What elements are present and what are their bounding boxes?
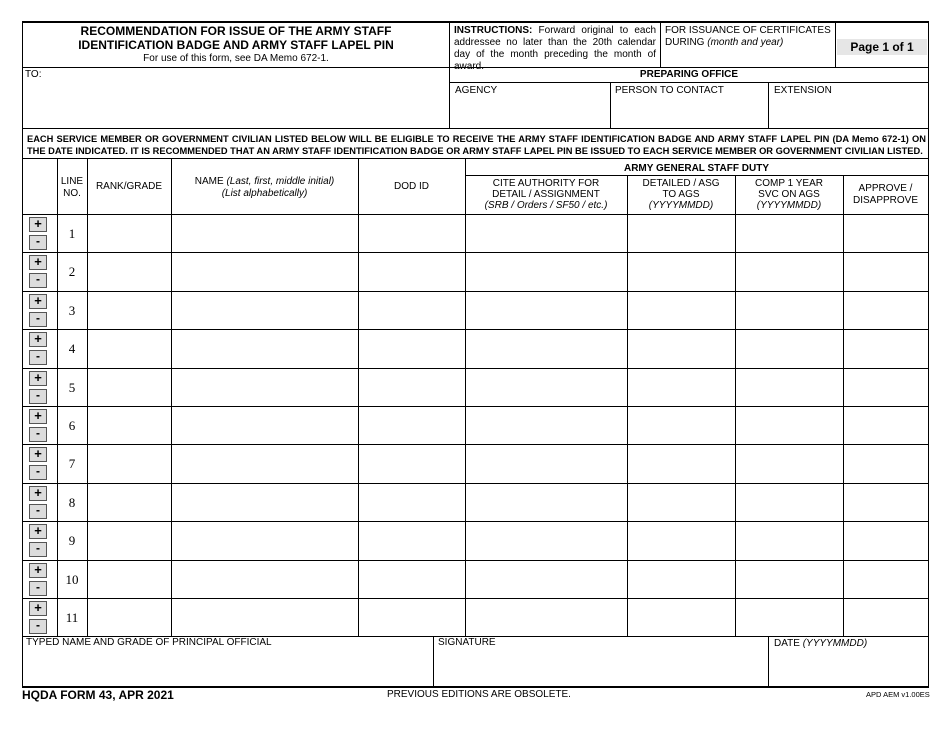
dod-id-cell[interactable] (358, 406, 465, 444)
cite-hint: (SRB / Orders / SF50 / etc.) (484, 200, 608, 211)
extension-label: EXTENSION (774, 85, 832, 96)
rule-line (449, 22, 450, 128)
rule-line (22, 128, 929, 129)
line-number: 1 (68, 226, 76, 241)
detailed-date-cell[interactable] (627, 521, 735, 559)
approve-cell[interactable] (843, 598, 928, 636)
dod-id-cell[interactable] (358, 598, 465, 636)
cite-authority-cell[interactable] (465, 368, 627, 406)
rule-line (57, 158, 58, 636)
rule-line (768, 82, 769, 128)
comp-year-date-cell[interactable] (735, 483, 843, 521)
preparing-office-label: PREPARING OFFICE (639, 69, 739, 80)
line-number: 9 (68, 533, 76, 548)
rule-line (450, 82, 928, 83)
dod-id-cell[interactable] (358, 483, 465, 521)
rank-grade-cell[interactable] (87, 252, 171, 290)
detailed-label-1: DETAILED / ASG (642, 178, 720, 189)
cite-authority-cell[interactable] (465, 329, 627, 367)
cite-authority-cell[interactable] (465, 483, 627, 521)
detailed-date-cell[interactable] (627, 560, 735, 598)
rank-grade-cell[interactable] (87, 329, 171, 367)
rank-grade-cell[interactable] (87, 291, 171, 329)
add-row-button[interactable]: + (29, 601, 47, 616)
typed-name-field[interactable] (22, 636, 432, 686)
rule-line (22, 21, 929, 23)
rule-line (22, 406, 929, 407)
date-label: DATE (774, 638, 800, 649)
instructions-block (454, 25, 656, 73)
form-title-line1: RECOMMENDATION FOR ISSUE OF THE ARMY STAFF (80, 24, 392, 38)
line-number: 5 (68, 380, 76, 395)
detailed-date-cell[interactable] (627, 368, 735, 406)
approve-cell[interactable] (843, 483, 928, 521)
cite-authority-cell[interactable] (465, 521, 627, 559)
typed-name-label: TYPED NAME AND GRADE OF PRINCIPAL OFFICIAL (26, 637, 272, 648)
detailed-date-cell[interactable] (627, 598, 735, 636)
name-label: NAME (194, 176, 224, 187)
name-cell[interactable] (171, 483, 358, 521)
comp-year-date-cell[interactable] (735, 406, 843, 444)
remove-row-button[interactable]: - (29, 350, 47, 365)
rule-line (660, 22, 661, 67)
line-number: 8 (68, 495, 76, 510)
remove-row-button[interactable]: - (29, 619, 47, 634)
col-header-dod-id: DOD ID (394, 181, 429, 192)
name-hint: (Last, first, middle initial) (226, 176, 335, 187)
rule-line (22, 21, 23, 688)
person-to-contact-field[interactable] (610, 83, 768, 127)
line-number: 3 (68, 303, 76, 318)
add-row-button[interactable]: + (29, 217, 47, 232)
dod-id-cell[interactable] (358, 368, 465, 406)
obsolete-note: PREVIOUS EDITIONS ARE OBSOLETE. (387, 689, 571, 700)
rank-grade-cell[interactable] (87, 483, 171, 521)
detailed-date-cell[interactable] (627, 406, 735, 444)
name-cell[interactable] (171, 291, 358, 329)
remove-row-button[interactable]: - (29, 273, 47, 288)
rank-grade-cell[interactable] (87, 406, 171, 444)
comp-year-date-cell[interactable] (735, 444, 843, 482)
add-row-button[interactable]: + (29, 409, 47, 424)
group-header-staff-duty: ARMY GENERAL STAFF DUTY (623, 163, 769, 174)
rule-line (22, 686, 929, 688)
name-cell[interactable] (171, 329, 358, 367)
line-number: 6 (68, 418, 76, 433)
cite-authority-cell[interactable] (465, 291, 627, 329)
col-header-line-no (57, 176, 87, 200)
name-cell[interactable] (171, 598, 358, 636)
rule-line (22, 252, 929, 253)
page-indicator: Page 1 of 1 (837, 39, 927, 55)
form-header (22, 22, 928, 68)
rule-line (22, 483, 929, 484)
version-label: APD AEM v1.00ES (866, 690, 930, 699)
rule-line (87, 158, 88, 636)
rule-line (22, 214, 929, 215)
name-hint-2: (List alphabetically) (221, 188, 308, 199)
cite-label-2: DETAIL / ASSIGNMENT (492, 189, 600, 200)
detailed-date-cell[interactable] (627, 214, 735, 252)
form-use-note: For use of this form, see DA Memo 672-1. (143, 53, 329, 64)
rank-grade-cell[interactable] (87, 214, 171, 252)
remove-row-button[interactable]: - (29, 312, 47, 327)
col-header-detailed (627, 178, 735, 211)
comp-year-date-cell[interactable] (735, 598, 843, 636)
name-cell[interactable] (171, 444, 358, 482)
add-row-button[interactable]: + (29, 294, 47, 309)
agency-field[interactable] (450, 83, 610, 127)
dod-id-cell[interactable] (358, 560, 465, 598)
approve-cell[interactable] (843, 329, 928, 367)
rule-line (928, 21, 929, 688)
issuance-hint: (month and year) (707, 37, 784, 48)
comp-year-date-cell[interactable] (735, 521, 843, 559)
approve-cell[interactable] (843, 521, 928, 559)
detailed-date-cell[interactable] (627, 329, 735, 367)
add-row-button[interactable]: + (29, 332, 47, 347)
detailed-label-2: TO AGS (662, 189, 700, 200)
approve-cell[interactable] (843, 368, 928, 406)
instructions-text: Forward original to each addressee no later than the 20th calendar day of the month preceding the month of (454, 25, 657, 60)
rank-grade-cell[interactable] (87, 598, 171, 636)
rule-line (22, 560, 929, 561)
add-row-button[interactable]: + (29, 371, 47, 386)
remove-row-button[interactable]: - (29, 389, 47, 404)
name-cell[interactable] (171, 252, 358, 290)
col-header-approve (843, 183, 928, 207)
approve-label-1: APPROVE / (858, 183, 913, 194)
dod-id-cell[interactable] (358, 521, 465, 559)
cite-authority-cell[interactable] (465, 252, 627, 290)
line-number: 4 (68, 341, 76, 356)
name-cell[interactable] (171, 521, 358, 559)
cite-authority-cell[interactable] (465, 406, 627, 444)
detailed-date-cell[interactable] (627, 252, 735, 290)
comp-year-date-cell[interactable] (735, 252, 843, 290)
rank-grade-cell[interactable] (87, 521, 171, 559)
rule-line (22, 636, 929, 637)
dod-id-cell[interactable] (358, 252, 465, 290)
signature-field[interactable] (433, 636, 768, 686)
line-number: 11 (65, 610, 79, 625)
rank-grade-cell[interactable] (87, 444, 171, 482)
rule-line (22, 521, 929, 522)
comp-year-date-cell[interactable] (735, 368, 843, 406)
rule-line (22, 368, 929, 369)
person-to-contact-label: PERSON TO CONTACT (615, 85, 724, 96)
line-number: 2 (68, 264, 76, 279)
approve-label-2: DISAPPROVE (852, 195, 919, 206)
detailed-date-cell[interactable] (627, 291, 735, 329)
col-header-rank-grade: RANK/GRADE (95, 181, 163, 192)
agency-label: AGENCY (455, 85, 498, 96)
approve-cell[interactable] (843, 444, 928, 482)
col-header-name (171, 176, 358, 200)
col-header-comp-year (735, 178, 843, 211)
cite-authority-cell[interactable] (465, 598, 627, 636)
approve-cell[interactable] (843, 291, 928, 329)
rule-line (835, 22, 836, 67)
rule-line (768, 636, 769, 687)
rule-line (465, 158, 466, 636)
cite-authority-cell[interactable] (465, 560, 627, 598)
name-cell[interactable] (171, 214, 358, 252)
remove-row-button[interactable]: - (29, 542, 47, 557)
remove-row-button[interactable]: - (29, 504, 47, 519)
issuance-label: FOR ISSUANCE OF CERTIFICATES DURING (665, 25, 831, 48)
comp-year-date-cell[interactable] (735, 291, 843, 329)
add-row-button[interactable]: + (29, 486, 47, 501)
extension-field[interactable] (768, 83, 928, 127)
approve-cell[interactable] (843, 560, 928, 598)
dod-id-cell[interactable] (358, 214, 465, 252)
rule-line (22, 67, 929, 68)
to-label: TO: (25, 69, 42, 80)
col-header-cite-authority (465, 178, 627, 211)
detailed-date-cell[interactable] (627, 444, 735, 482)
eligibility-statement: EACH SERVICE MEMBER OR GOVERNMENT CIVILIAN LISTED BELOW WILL BE ELIGIBLE TO RECEIVE THE ARMY STAFF IDENTIFICATION BADGE AND ARMY STAFF LAPEL PIN (DA Memo 672-1) ON THE DATE INDICATED. IT IS RECOMMENDED THAT AN ARMY STAFF IDENTIFICATION BADGE OR ARMY STAFF LAPEL PIN BE ISSUED TO EACH SERVICE MEMBER OR GOVERNMENT CIVILIAN LISTED. (27, 134, 926, 156)
dod-id-cell[interactable] (358, 444, 465, 482)
rule-line (22, 444, 929, 445)
add-row-button[interactable]: + (29, 524, 47, 539)
date-hint: (YYYYMMDD) (802, 638, 868, 649)
rule-line (358, 158, 359, 636)
remove-row-button[interactable]: - (29, 465, 47, 480)
comp-label-2: SVC ON AGS (758, 189, 820, 200)
approve-cell[interactable] (843, 214, 928, 252)
rule-line (22, 291, 929, 292)
cite-authority-cell[interactable] (465, 444, 627, 482)
detailed-date-cell[interactable] (627, 483, 735, 521)
cite-authority-cell[interactable] (465, 214, 627, 252)
issuance-field[interactable] (665, 25, 835, 49)
comp-year-date-cell[interactable] (735, 214, 843, 252)
signature-label: SIGNATURE (438, 637, 496, 648)
add-row-button[interactable]: + (29, 255, 47, 270)
remove-row-button[interactable]: - (29, 235, 47, 250)
comp-hint: (YYYYMMDD) (756, 200, 822, 211)
rank-grade-cell[interactable] (87, 560, 171, 598)
date-field[interactable] (768, 636, 928, 686)
name-cell[interactable] (171, 560, 358, 598)
rule-line (433, 636, 434, 687)
comp-label-1: COMP 1 YEAR (755, 178, 823, 189)
add-row-button[interactable]: + (29, 447, 47, 462)
line-number: 7 (68, 456, 76, 471)
rule-line (610, 82, 611, 128)
detailed-hint: (YYYYMMDD) (648, 200, 714, 211)
rule-line (465, 175, 928, 176)
line-number: 10 (65, 572, 79, 587)
dod-id-cell[interactable] (358, 329, 465, 367)
rule-line (22, 329, 929, 330)
line-no-label-2: NO. (63, 188, 81, 199)
form-title-line2: IDENTIFICATION BADGE AND ARMY STAFF LAPEL PIN (78, 38, 394, 52)
approve-cell[interactable] (843, 252, 928, 290)
comp-year-date-cell[interactable] (735, 329, 843, 367)
remove-row-button[interactable]: - (29, 581, 47, 596)
remove-row-button[interactable]: - (29, 427, 47, 442)
rule-line (22, 158, 929, 159)
add-row-button[interactable]: + (29, 563, 47, 578)
rule-line (171, 158, 172, 636)
name-cell[interactable] (171, 368, 358, 406)
dod-id-cell[interactable] (358, 291, 465, 329)
name-cell[interactable] (171, 406, 358, 444)
cite-label-1: CITE AUTHORITY FOR (492, 178, 600, 189)
to-field[interactable] (22, 80, 449, 128)
comp-year-date-cell[interactable] (735, 560, 843, 598)
rank-grade-cell[interactable] (87, 368, 171, 406)
instructions-label: INSTRUCTIONS: (454, 25, 533, 36)
approve-cell[interactable] (843, 406, 928, 444)
line-no-label-1: LINE (60, 176, 84, 187)
form-id: HQDA FORM 43, APR 2021 (22, 688, 174, 702)
rule-line (22, 598, 929, 599)
